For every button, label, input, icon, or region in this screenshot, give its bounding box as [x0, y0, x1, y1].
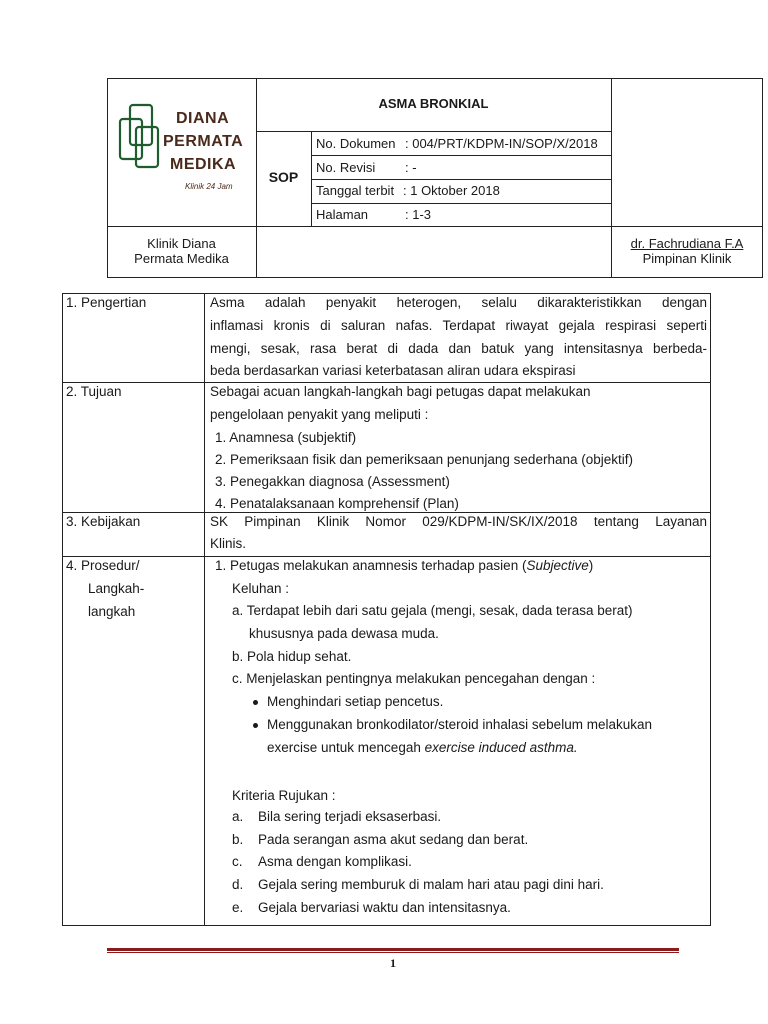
policy-line: Klinis.: [210, 536, 247, 551]
bullet-icon: [253, 700, 258, 705]
keluhan-item: a. Terdapat lebih dari satu gejala (mengi, sesak, dada terasa berat): [232, 603, 633, 618]
referral-mark: b.: [232, 832, 244, 847]
document-title: ASMA BRONKIAL: [378, 96, 489, 111]
signer-title: Pimpinan Klinik: [642, 251, 732, 266]
referral-item: Pada serangan asma akut sedang dan berat.: [258, 832, 529, 847]
doc-number-label: No. Dokumen: [316, 136, 396, 151]
revision-value: : -: [405, 160, 417, 175]
objective-line: pengelolaan penyakit yang meliputi :: [210, 407, 429, 422]
procedure-text: ): [588, 558, 594, 573]
sop-label: SOP: [268, 169, 299, 185]
bullet-icon: [253, 723, 258, 728]
prevention-item: Menggunakan bronkodilator/steroid inhalasi sebelum melakukan: [267, 717, 652, 732]
objective-item: 4. Penatalaksanaan komprehensif (Plan): [215, 496, 459, 511]
definition-line: beda berdasarkan variasi keterbatasan aliran udara ekspirasi: [210, 363, 576, 378]
referral-item: Gejala bervariasi waktu dan intensitasnya.: [258, 900, 511, 915]
issue-date-label: Tanggal terbit: [316, 183, 395, 198]
section-label-prosedur: 4. Prosedur/: [66, 558, 140, 573]
section-label-kebijakan: 3. Kebijakan: [66, 514, 141, 529]
keluhan-heading: Keluhan :: [232, 581, 290, 596]
referral-item: Bila sering terjadi eksaserbasi.: [258, 809, 442, 824]
referral-item: Asma dengan komplikasi.: [258, 854, 412, 869]
header-divider: [311, 203, 611, 204]
signer-name: dr. Fachrudiana F.A: [630, 236, 744, 251]
procedure-text-italic: Subjective: [526, 558, 589, 573]
section-label-prosedur: Langkah-: [88, 581, 145, 596]
clinic-name-line: Klinik Diana: [147, 236, 216, 251]
referral-heading: Kriteria Rujukan :: [232, 788, 336, 803]
objective-line: Sebagai acuan langkah-langkah bagi petugas dapat melakukan: [210, 384, 591, 399]
doc-number-value: : 004/PRT/KDPM-IN/SOP/X/2018: [405, 136, 598, 151]
revision-label: No. Revisi: [316, 160, 376, 175]
header-divider: [107, 226, 763, 227]
referral-mark: d.: [232, 877, 244, 892]
prevention-item: [267, 737, 578, 759]
objective-item: 1. Anamnesa (subjektif): [215, 430, 357, 445]
logo-text-diana: DIANA: [176, 110, 230, 127]
definition-line: Asma adalah penyakit heterogen, selalu dikarakteristikkan dengan: [210, 295, 707, 310]
referral-mark: e.: [232, 900, 244, 915]
procedure-step-1: [215, 555, 593, 577]
prevention-text: exercise untuk mencegah: [267, 740, 425, 755]
issue-date-value: : 1 Oktober 2018: [403, 183, 500, 198]
referral-item: Gejala sering memburuk di malam hari atau pagi dini hari.: [258, 877, 604, 892]
section-label-pengertian: 1. Pengertian: [66, 295, 147, 310]
signer-block: [611, 236, 763, 266]
referral-mark: c.: [232, 854, 243, 869]
clinic-name: [107, 236, 256, 266]
logo-tagline: Klinik 24 Jam: [185, 182, 233, 191]
logo-text-permata: PERMATA: [163, 133, 244, 150]
footer-rule: [107, 952, 679, 953]
header-divider: [256, 131, 611, 132]
page-number: 1: [390, 956, 396, 970]
logo-squares-icon: [116, 103, 164, 171]
policy-line: SK Pimpinan Klinik Nomor 029/KDPM-IN/SK/IX/2018 tentang Layanan: [210, 514, 707, 529]
definition-line: inflamasi kronis di saluran nafas. Terdapat riwayat gejala respirasi seperti: [210, 318, 707, 333]
procedure-text: 1. Petugas melakukan anamnesis terhadap pasien (: [215, 558, 527, 573]
objective-item: 3. Penegakkan diagnosa (Assessment): [215, 474, 450, 489]
content-column-divider: [204, 293, 205, 926]
prevention-item: Menghindari setiap pencetus.: [267, 694, 444, 709]
logo-text-medika: MEDIKA: [170, 156, 237, 173]
page-value: : 1-3: [405, 207, 432, 222]
objective-item: 2. Pemeriksaan fisik dan pemeriksaan penunjang sederhana (objektif): [215, 452, 633, 467]
clinic-name-line: Permata Medika: [134, 251, 229, 266]
header-divider: [311, 155, 611, 156]
section-label-prosedur: langkah: [88, 604, 136, 619]
footer-rule: [107, 948, 679, 951]
section-label-tujuan: 2. Tujuan: [66, 384, 122, 399]
header-divider: [311, 179, 611, 180]
keluhan-item: c. Menjelaskan pentingnya melakukan pencegahan dengan :: [232, 671, 596, 686]
page-label: Halaman: [316, 207, 369, 222]
keluhan-item: khususnya pada dewasa muda.: [249, 626, 439, 641]
prevention-text-italic: exercise induced asthma.: [424, 740, 578, 755]
referral-mark: a.: [232, 809, 244, 824]
keluhan-item: b. Pola hidup sehat.: [232, 649, 352, 664]
definition-line: mengi, sesak, rasa berat di dada dan batuk yang intensitasnya berbeda-: [210, 341, 707, 356]
